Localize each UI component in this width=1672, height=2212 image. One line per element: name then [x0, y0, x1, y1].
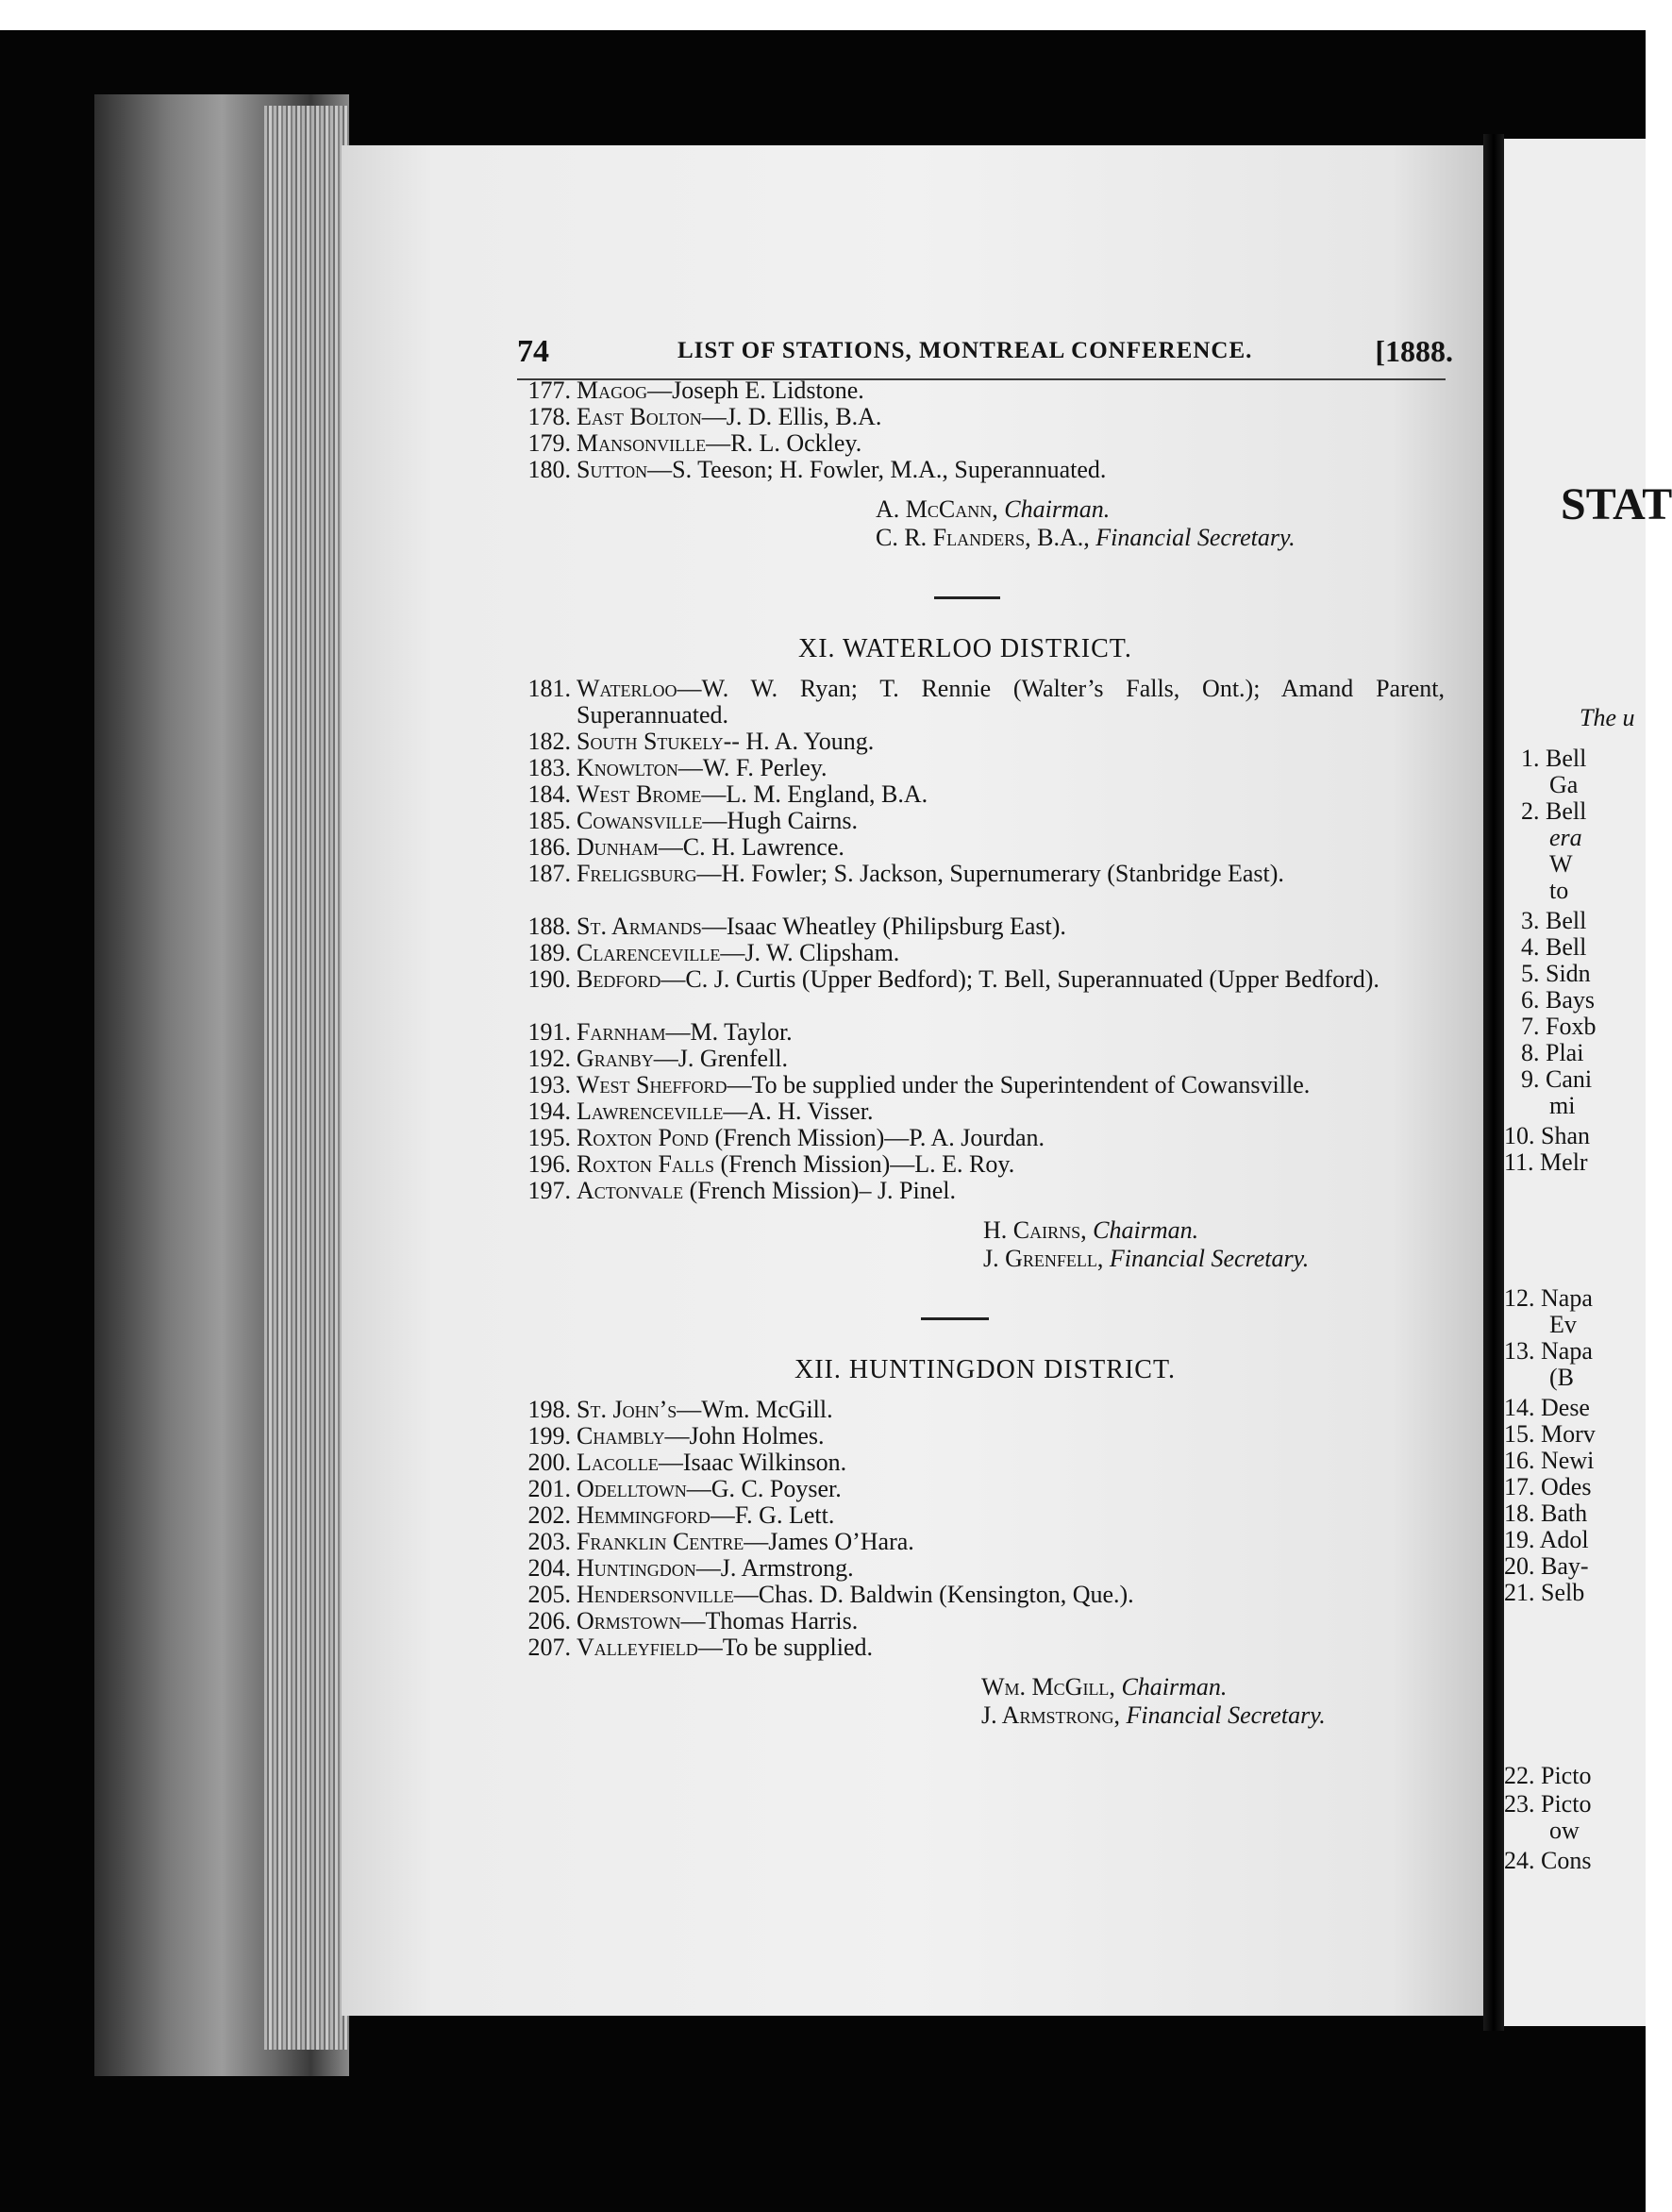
- entry-number: 194.: [527, 1098, 571, 1125]
- right-page-heading: STAT: [1561, 479, 1672, 529]
- station-name: St. John’s: [577, 1396, 677, 1423]
- entry-text: (French Mission)—L. E. Roy.: [713, 1150, 1015, 1178]
- entry-text: —J. Grenfell.: [653, 1045, 789, 1072]
- entry-text: —J. Armstrong.: [695, 1554, 854, 1582]
- station-name: Farnham: [577, 1018, 666, 1046]
- entry-number: 188.: [527, 913, 571, 940]
- entry-text: —M. Taylor.: [665, 1018, 793, 1046]
- entry-number: 203.: [527, 1528, 571, 1555]
- entry-number: 204.: [527, 1554, 571, 1582]
- entry-number: 180.: [527, 456, 571, 483]
- right-page-line: 19. Adol: [1504, 1526, 1589, 1553]
- entry-text: —To be supplied under the Superintendent of Cowansville.: [727, 1071, 1311, 1098]
- entry-text: —Isaac Wheatley (Philipsburg East).: [701, 913, 1066, 940]
- page-number: 74: [517, 334, 549, 369]
- entry-text: (French Mission)—P. A. Jourdan.: [708, 1124, 1045, 1151]
- entry-number: 187.: [527, 860, 571, 887]
- entry-text: —James O’Hara.: [744, 1528, 914, 1555]
- right-page-line: 12. Napa: [1504, 1284, 1593, 1312]
- district-title: XI. WATERLOO DISTRICT.: [798, 634, 1132, 663]
- scanned-book-photo: [0, 30, 1672, 2212]
- secretary-title: Financial Secretary.: [1095, 524, 1296, 551]
- entry-number: 206.: [527, 1607, 571, 1634]
- entry-text: —Hugh Cairns.: [702, 807, 858, 834]
- right-page-line: 6. Bays: [1521, 986, 1595, 1014]
- station-name: Roxton Pond: [577, 1124, 709, 1151]
- station-name: South Stukely: [577, 728, 724, 755]
- station-name: Clarenceville: [577, 939, 721, 966]
- entry-number: 195.: [527, 1124, 571, 1151]
- chairman-name: H. Cairns,: [983, 1216, 1087, 1244]
- right-page-line: 24. Cons: [1504, 1847, 1592, 1874]
- entry-text: —Thomas Harris.: [680, 1607, 859, 1634]
- station-name: Valleyfield: [577, 1634, 698, 1661]
- header-year: [1888.: [1375, 334, 1453, 368]
- right-page-line: 15. Morv: [1504, 1420, 1596, 1448]
- entry-text: —A. H. Visser.: [723, 1098, 874, 1125]
- right-page-line: era: [1549, 824, 1582, 851]
- page-header: [517, 334, 1453, 372]
- entry-text: —Wm. McGill.: [677, 1396, 833, 1423]
- district-title: XII. HUNTINGDON DISTRICT.: [794, 1355, 1176, 1384]
- station-name: Chambly: [577, 1422, 665, 1450]
- right-page-line: 23. Picto: [1504, 1790, 1592, 1818]
- right-page-line: 17. Odes: [1504, 1473, 1592, 1500]
- secretary-name: J. Grenfell,: [983, 1245, 1104, 1272]
- right-page-line: 4. Bell: [1521, 933, 1587, 961]
- station-name: Franklin Centre: [577, 1528, 744, 1555]
- entry-text: —G. C. Poyser.: [686, 1475, 842, 1502]
- section-divider: [934, 596, 1000, 599]
- entry-text: —C. J. Curtis (Upper Bedford); T. Bell, Superannuated (Upper Bedford).: [660, 965, 1379, 993]
- right-page-line: (B: [1549, 1364, 1574, 1391]
- chairman-title: Chairman.: [1004, 495, 1111, 523]
- entry-text: —R. L. Ockley.: [706, 429, 862, 457]
- entry-number: 181.: [527, 675, 571, 702]
- station-name: Granby: [577, 1045, 654, 1072]
- station-name: Roxton Falls: [577, 1150, 714, 1178]
- entry-text: —F. G. Lett.: [710, 1501, 835, 1529]
- station-name: Actonvale: [577, 1177, 684, 1204]
- entry-number: 189.: [527, 939, 571, 966]
- chairman-signature: [983, 1217, 1198, 1244]
- station-name: Lacolle: [577, 1449, 659, 1476]
- right-page-line: 18. Bath: [1504, 1500, 1588, 1527]
- station-name: Odelltown: [577, 1475, 687, 1502]
- entry-text: —Chas. D. Baldwin (Kensington, Que.).: [733, 1581, 1134, 1608]
- secretary-title: Financial Secretary.: [1109, 1245, 1310, 1272]
- station-name: St. Armands: [577, 913, 702, 940]
- right-page-line: 20. Bay-: [1504, 1552, 1589, 1580]
- right-page-line: 2. Bell: [1521, 797, 1587, 825]
- running-title: LIST OF STATIONS, MONTREAL CONFERENCE.: [677, 338, 1253, 363]
- station-name: Dunham: [577, 833, 659, 861]
- right-page-line: Ev: [1549, 1311, 1577, 1338]
- entry-text: (French Mission)– J. Pinel.: [683, 1177, 957, 1204]
- station-name: Freligsburg: [577, 860, 697, 887]
- chairman-name: Wm. McGill,: [981, 1673, 1115, 1701]
- chairman-signature: [981, 1674, 1227, 1701]
- chairman-title: Chairman.: [1093, 1216, 1199, 1244]
- entry-text: —L. M. England, B.A.: [701, 780, 928, 808]
- entry-text: -- H. A. Young.: [723, 728, 875, 755]
- right-page-line: Ga: [1549, 771, 1579, 798]
- entry-number: 184.: [527, 780, 571, 808]
- station-name: Mansonville: [577, 429, 707, 457]
- right-page-line: 16. Newi: [1504, 1447, 1595, 1474]
- entry-number: 198.: [527, 1396, 571, 1423]
- right-page-line: 22. Picto: [1504, 1762, 1592, 1789]
- right-page-line: 13. Napa: [1504, 1337, 1593, 1365]
- page-edges: [264, 106, 349, 2050]
- right-page-line: 21. Selb: [1504, 1579, 1585, 1606]
- secretary-signature: [981, 1702, 1326, 1729]
- right-page-line: 14. Dese: [1504, 1394, 1590, 1421]
- entry-text: —John Holmes.: [664, 1422, 825, 1450]
- station-name: Hendersonville: [577, 1581, 734, 1608]
- secretary-name: J. Armstrong,: [981, 1701, 1120, 1729]
- right-page-line: 10. Shan: [1504, 1122, 1590, 1149]
- station-name: Sutton: [577, 456, 648, 483]
- secretary-signature: [876, 525, 1296, 551]
- entry-number: 192.: [527, 1045, 571, 1072]
- entry-number: 197.: [527, 1177, 571, 1204]
- right-page-line: to: [1549, 877, 1569, 904]
- station-name: Bedford: [577, 965, 661, 993]
- station-name: West Brome: [577, 780, 702, 808]
- entry-number: 191.: [527, 1018, 571, 1046]
- entry-text: —W. F. Perley.: [677, 754, 828, 781]
- right-page-fragment: [1504, 139, 1672, 2026]
- right-page-line: 5. Sidn: [1521, 960, 1591, 987]
- station-name: Waterloo: [577, 675, 677, 702]
- right-page-italic-line: The u: [1580, 704, 1635, 731]
- entry-number: 205.: [527, 1581, 571, 1608]
- entry-text: —W. W. Ryan; T. Rennie (Walter’s Falls, Ont.); Amand Parent, Superannuated.: [577, 675, 1445, 729]
- right-page-line: 3. Bell: [1521, 907, 1587, 934]
- entry-number: 183.: [527, 754, 571, 781]
- entry-number: 177.: [527, 377, 571, 404]
- right-page-line: 7. Foxb: [1521, 1013, 1597, 1040]
- station-name: West Shefford: [577, 1071, 727, 1098]
- entry-text: —C. H. Lawrence.: [658, 833, 844, 861]
- entry-text: —Isaac Wilkinson.: [658, 1449, 847, 1476]
- chairman-signature: [876, 496, 1110, 523]
- entry-number: 190.: [527, 965, 571, 993]
- entry-text: —To be supplied.: [697, 1634, 873, 1661]
- station-name: East Bolton: [577, 403, 702, 430]
- right-page-line: 8. Plai: [1521, 1039, 1584, 1066]
- station-name: Hemmingford: [577, 1501, 711, 1529]
- right-page-line: 11. Melr: [1504, 1148, 1588, 1176]
- entry-number: 196.: [527, 1150, 571, 1178]
- station-name: Magog: [577, 377, 648, 404]
- entry-text: —J. D. Ellis, B.A.: [701, 403, 882, 430]
- station-name: Knowlton: [577, 754, 678, 781]
- right-page-line: 1. Bell: [1521, 745, 1587, 772]
- entry-number: 186.: [527, 833, 571, 861]
- secretary-name: C. R. Flanders, B.A.,: [876, 524, 1090, 551]
- right-page-line: 9. Cani: [1521, 1065, 1593, 1093]
- secretary-signature: [983, 1246, 1309, 1272]
- section-divider: [921, 1317, 989, 1320]
- chairman-title: Chairman.: [1121, 1673, 1228, 1701]
- right-page-line: ow: [1549, 1817, 1580, 1844]
- book-gutter: [1483, 134, 1504, 2031]
- entry-number: 185.: [527, 807, 571, 834]
- entry-text: —Joseph E. Lidstone.: [647, 377, 864, 404]
- entry-number: 179.: [527, 429, 571, 457]
- entry-number: 193.: [527, 1071, 571, 1098]
- right-page-line: mi: [1549, 1092, 1576, 1119]
- entry-number: 178.: [527, 403, 571, 430]
- entry-number: 202.: [527, 1501, 571, 1529]
- entry-number: 199.: [527, 1422, 571, 1450]
- chairman-name: A. McCann,: [876, 495, 998, 523]
- entry-number: 200.: [527, 1449, 571, 1476]
- entry-number: 201.: [527, 1475, 571, 1502]
- entry-number: 182.: [527, 728, 571, 755]
- entry-text: —H. Fowler; S. Jackson, Supernumerary (Stanbridge East).: [696, 860, 1284, 887]
- entry-text: —J. W. Clipsham.: [720, 939, 900, 966]
- right-page-line: W: [1549, 850, 1573, 878]
- station-name: Cowansville: [577, 807, 703, 834]
- entry-number: 207.: [527, 1634, 571, 1661]
- entry-text: —S. Teeson; H. Fowler, M.A., Superannuated.: [647, 456, 1107, 483]
- station-name: Ormstown: [577, 1607, 681, 1634]
- secretary-title: Financial Secretary.: [1126, 1701, 1326, 1729]
- station-name: Huntingdon: [577, 1554, 696, 1582]
- station-name: Lawrenceville: [577, 1098, 724, 1125]
